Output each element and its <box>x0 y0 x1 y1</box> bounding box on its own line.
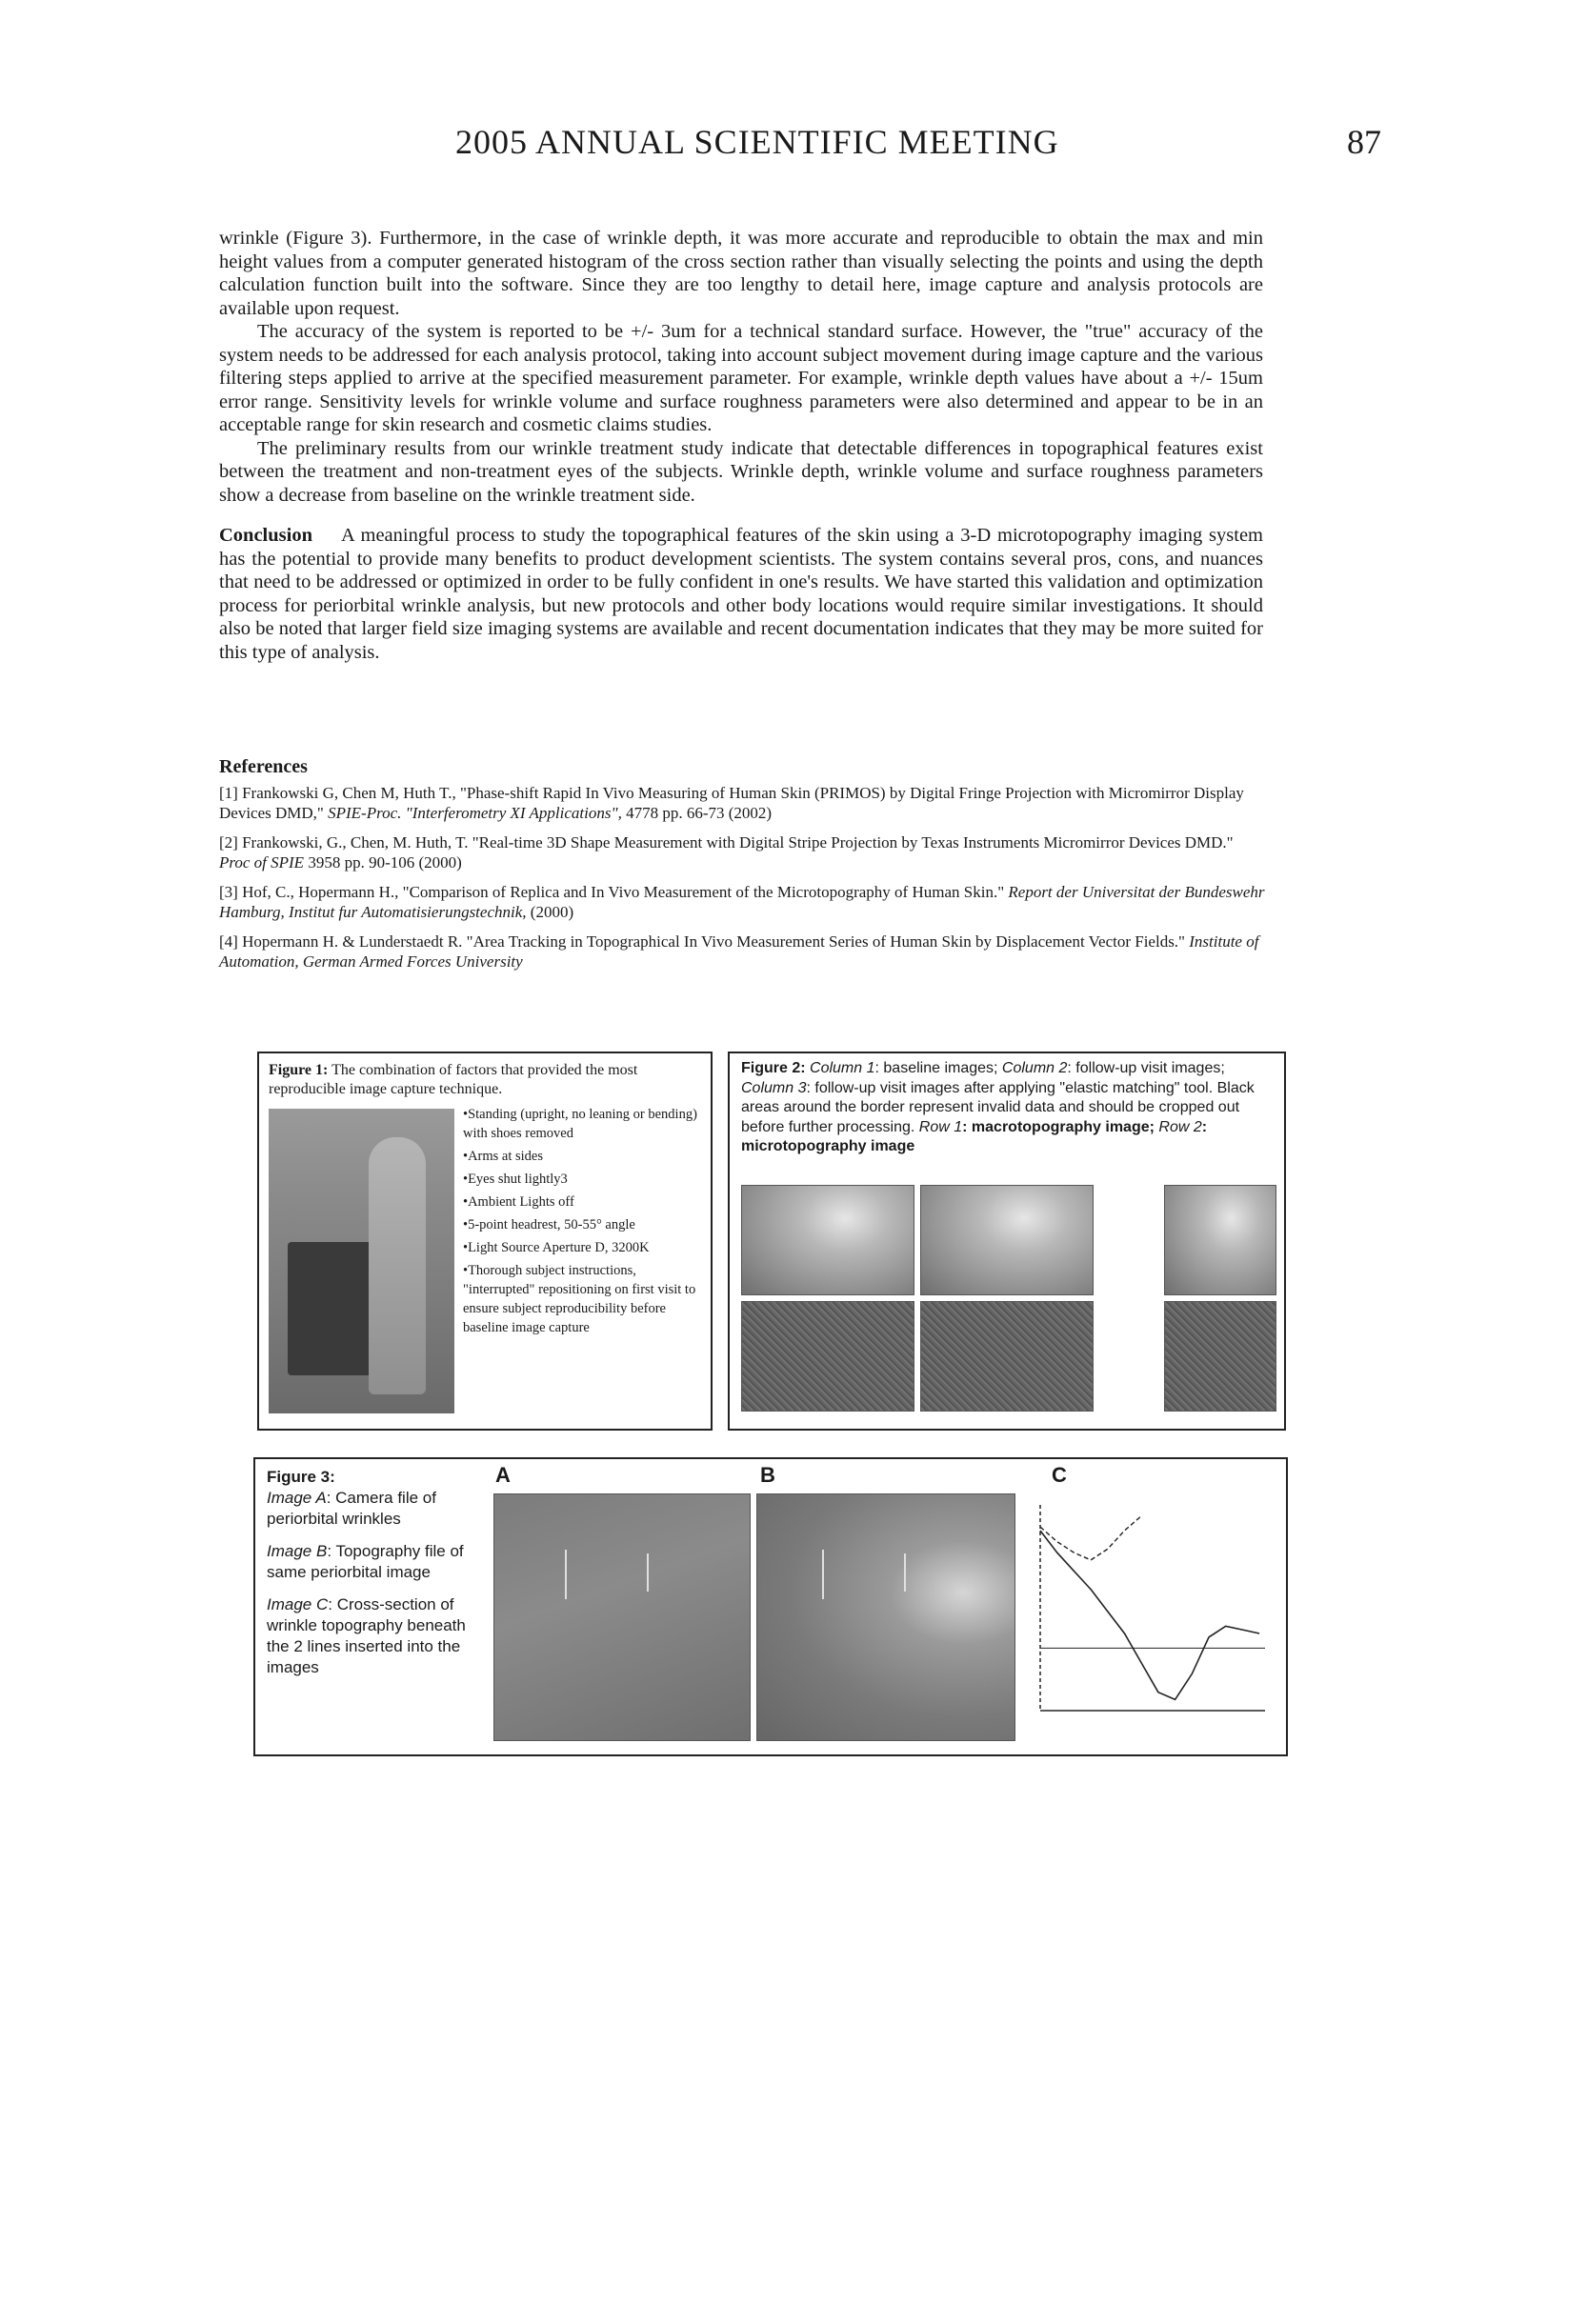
conclusion-heading: Conclusion <box>219 525 312 546</box>
reference-pages: (2000) <box>530 903 574 921</box>
figure-2-label: Figure 2: <box>741 1060 806 1076</box>
list-item: •Thorough subject instructions, "interrupted" repositioning on first visit to ensure subject reproducibility before baseline image capture <box>463 1263 696 1335</box>
image-a-text: : Camera file of periorbital wrinkles <box>267 1489 436 1528</box>
reference-text: [4] Hopermann H. & Lunderstaedt R. "Area Tracking in Topographical In Vivo Measurement Series of Human Skin by Displacement Vector Fields." <box>219 932 1185 951</box>
row-1-text: : macrotopography image; <box>962 1118 1155 1135</box>
macro-followup-image <box>920 1185 1094 1295</box>
micro-matched-image <box>1164 1301 1276 1412</box>
reference-1 <box>219 783 1267 823</box>
figure-1-caption-text: The combination of factors that provided the most reproducible image capture technique. <box>269 1062 638 1097</box>
paragraph-results: The preliminary results from our wrinkle treatment study indicate that detectable differences in topographical features exist between the treatment and non-treatment eyes of the subjects. Wrinkle depth, wrinkle volume and surface roughness parameters show a decrease from baseline on the wrinkle treatment side. <box>219 437 1263 506</box>
figure-3 <box>253 1457 1288 1756</box>
figure-1-caption <box>269 1061 697 1099</box>
list-item: •Standing (upright, no leaning or bending) with shoes removed <box>463 1107 697 1141</box>
guide-line <box>565 1550 567 1599</box>
figure-3-label: Figure 3: <box>267 1468 335 1486</box>
page-number: 87 <box>1347 123 1381 161</box>
chair-shape <box>288 1242 373 1375</box>
panel-b-letter: B <box>760 1463 775 1487</box>
image-b-text: : Topography file of same periorbital image <box>267 1542 464 1581</box>
reference-pages: 4778 pp. 66-73 (2002) <box>626 804 773 822</box>
macro-matched-image <box>1164 1185 1276 1295</box>
reference-3 <box>219 882 1267 922</box>
guide-line <box>822 1550 824 1599</box>
column-1-text: : baseline images; <box>874 1060 998 1076</box>
reference-text: [2] Frankowski, G., Chen, M. Huth, T. "Real-time 3D Shape Measurement with Digital Stripe Projection by Texas Instruments Micromirror Devices DMD." <box>219 833 1234 851</box>
reference-text: [1] Frankowski G, Chen M, Huth T., "Phase-shift Rapid In Vivo Measuring of Human Skin (PRIMOS) by Digital Fringe Projection with Micromirror Display Devices DMD," <box>219 784 1244 822</box>
reference-2 <box>219 832 1267 872</box>
figure-1 <box>257 1052 713 1431</box>
column-3-label: Column 3 <box>741 1079 807 1096</box>
macro-baseline-image <box>741 1185 914 1295</box>
list-item: •Light Source Aperture D, 3200K <box>463 1240 650 1255</box>
column-2-text: : follow-up visit images; <box>1067 1060 1225 1076</box>
reference-4 <box>219 932 1267 972</box>
spacer <box>219 507 1263 524</box>
reference-source: Proc of SPIE <box>219 853 305 872</box>
reference-source: Report der Universitat der Bundeswehr Hamburg, Institut fur Automatisierungstechnik, <box>219 883 1265 921</box>
figure-2 <box>728 1052 1286 1431</box>
image-c-label: Image C <box>267 1595 329 1613</box>
image-a-label: Image A <box>267 1489 327 1507</box>
guide-line <box>904 1553 906 1592</box>
list-item: •Arms at sides <box>463 1149 544 1164</box>
micro-followup-image <box>920 1301 1094 1412</box>
capture-factors-list <box>463 1105 701 1341</box>
row-2-text: : microtopography image <box>741 1118 1208 1154</box>
cross-section-chart <box>1021 1499 1271 1743</box>
paragraph-accuracy: The accuracy of the system is reported to be +/- 3um for a technical standard surface. However, the "true" accuracy of the system needs to be addressed for each analysis protocol, taking into account subject movement during image capture and the various filtering steps applied to arrive at the specified measurement parameter. For example, wrinkle depth values have about a +/- 15um error range. Sensitivity levels for wrinkle volume and surface roughness parameters were also determined and appear to be in an acceptable range for skin research and cosmetic claims studies. <box>219 321 1263 435</box>
list-item: •Ambient Lights off <box>463 1194 574 1210</box>
guide-line <box>647 1553 649 1592</box>
subject-silhouette <box>369 1137 426 1394</box>
profile-line-1 <box>1040 1531 1259 1699</box>
paragraph-conclusion <box>219 524 1263 664</box>
figure-3-caption <box>267 1467 467 1690</box>
column-1-label: Column 1 <box>810 1060 875 1076</box>
topography-image <box>756 1493 1015 1741</box>
panel-c-letter: C <box>1052 1463 1067 1487</box>
row-1-label: Row 1 <box>918 1118 963 1135</box>
image-b-label: Image B <box>267 1542 328 1560</box>
column-2-label: Column 2 <box>1001 1060 1068 1076</box>
journal-title: 2005 ANNUAL SCIENTIFIC MEETING <box>455 123 1059 161</box>
reference-text: [3] Hof, C., Hopermann H., "Comparison of Replica and In Vivo Measurement of the Microtopography of Human Skin." <box>219 883 1005 901</box>
reference-source: SPIE-Proc. "Interferometry XI Applications", <box>328 804 622 822</box>
list-item: •Eyes shut lightly3 <box>463 1172 568 1187</box>
panel-a-letter: A <box>495 1463 511 1487</box>
reference-source: Institute of Automation, German Armed Forces University <box>219 932 1259 971</box>
body-text <box>219 227 1263 664</box>
row-2-label: Row 2 <box>1158 1118 1202 1135</box>
conclusion-text: A meaningful process to study the topographical features of the skin using a 3-D microtopography imaging system has the potential to provide many benefits to product development scientists. The system contains several pros, cons, and nuances that need to be addressed or optimized in order to be fully confident in one's results. We have started this validation and optimization process for periorbital wrinkle analysis, but new protocols and other body locations would require similar investigations. It should also be noted that larger field size imaging systems are available and recent documentation indicates that they may be more suited for this type of analysis. <box>219 525 1263 663</box>
running-head <box>219 122 1381 170</box>
subject-photo <box>269 1109 454 1413</box>
figure-1-label: Figure 1: <box>269 1062 329 1078</box>
figure-2-caption <box>741 1059 1271 1157</box>
profile-line-2 <box>1040 1516 1141 1560</box>
references <box>219 757 1267 981</box>
micro-baseline-image <box>741 1301 914 1412</box>
list-item: •5-point headrest, 50-55° angle <box>463 1217 635 1232</box>
paragraph-wrinkle-measurement: wrinkle (Figure 3). Furthermore, in the case of wrinkle depth, it was more accurate and reproducible to obtain the max and min height values from a computer generated histogram of the cross section rather than visually selecting the points and using the depth calculation function built into the software. Since they are too lengthy to detail here, image capture and analysis protocols are available upon request. <box>219 228 1263 319</box>
references-heading: References <box>219 756 308 777</box>
camera-image <box>493 1493 751 1741</box>
reference-pages: 3958 pp. 90-106 (2000) <box>308 853 462 872</box>
image-c-text: : Cross-section of wrinkle topography beneath the 2 lines inserted into the images <box>267 1595 466 1676</box>
column-3-text: : follow-up visit images after applying "elastic matching" tool. Black areas around the border represent invalid data and should be cropped out before further processing. <box>741 1079 1255 1135</box>
